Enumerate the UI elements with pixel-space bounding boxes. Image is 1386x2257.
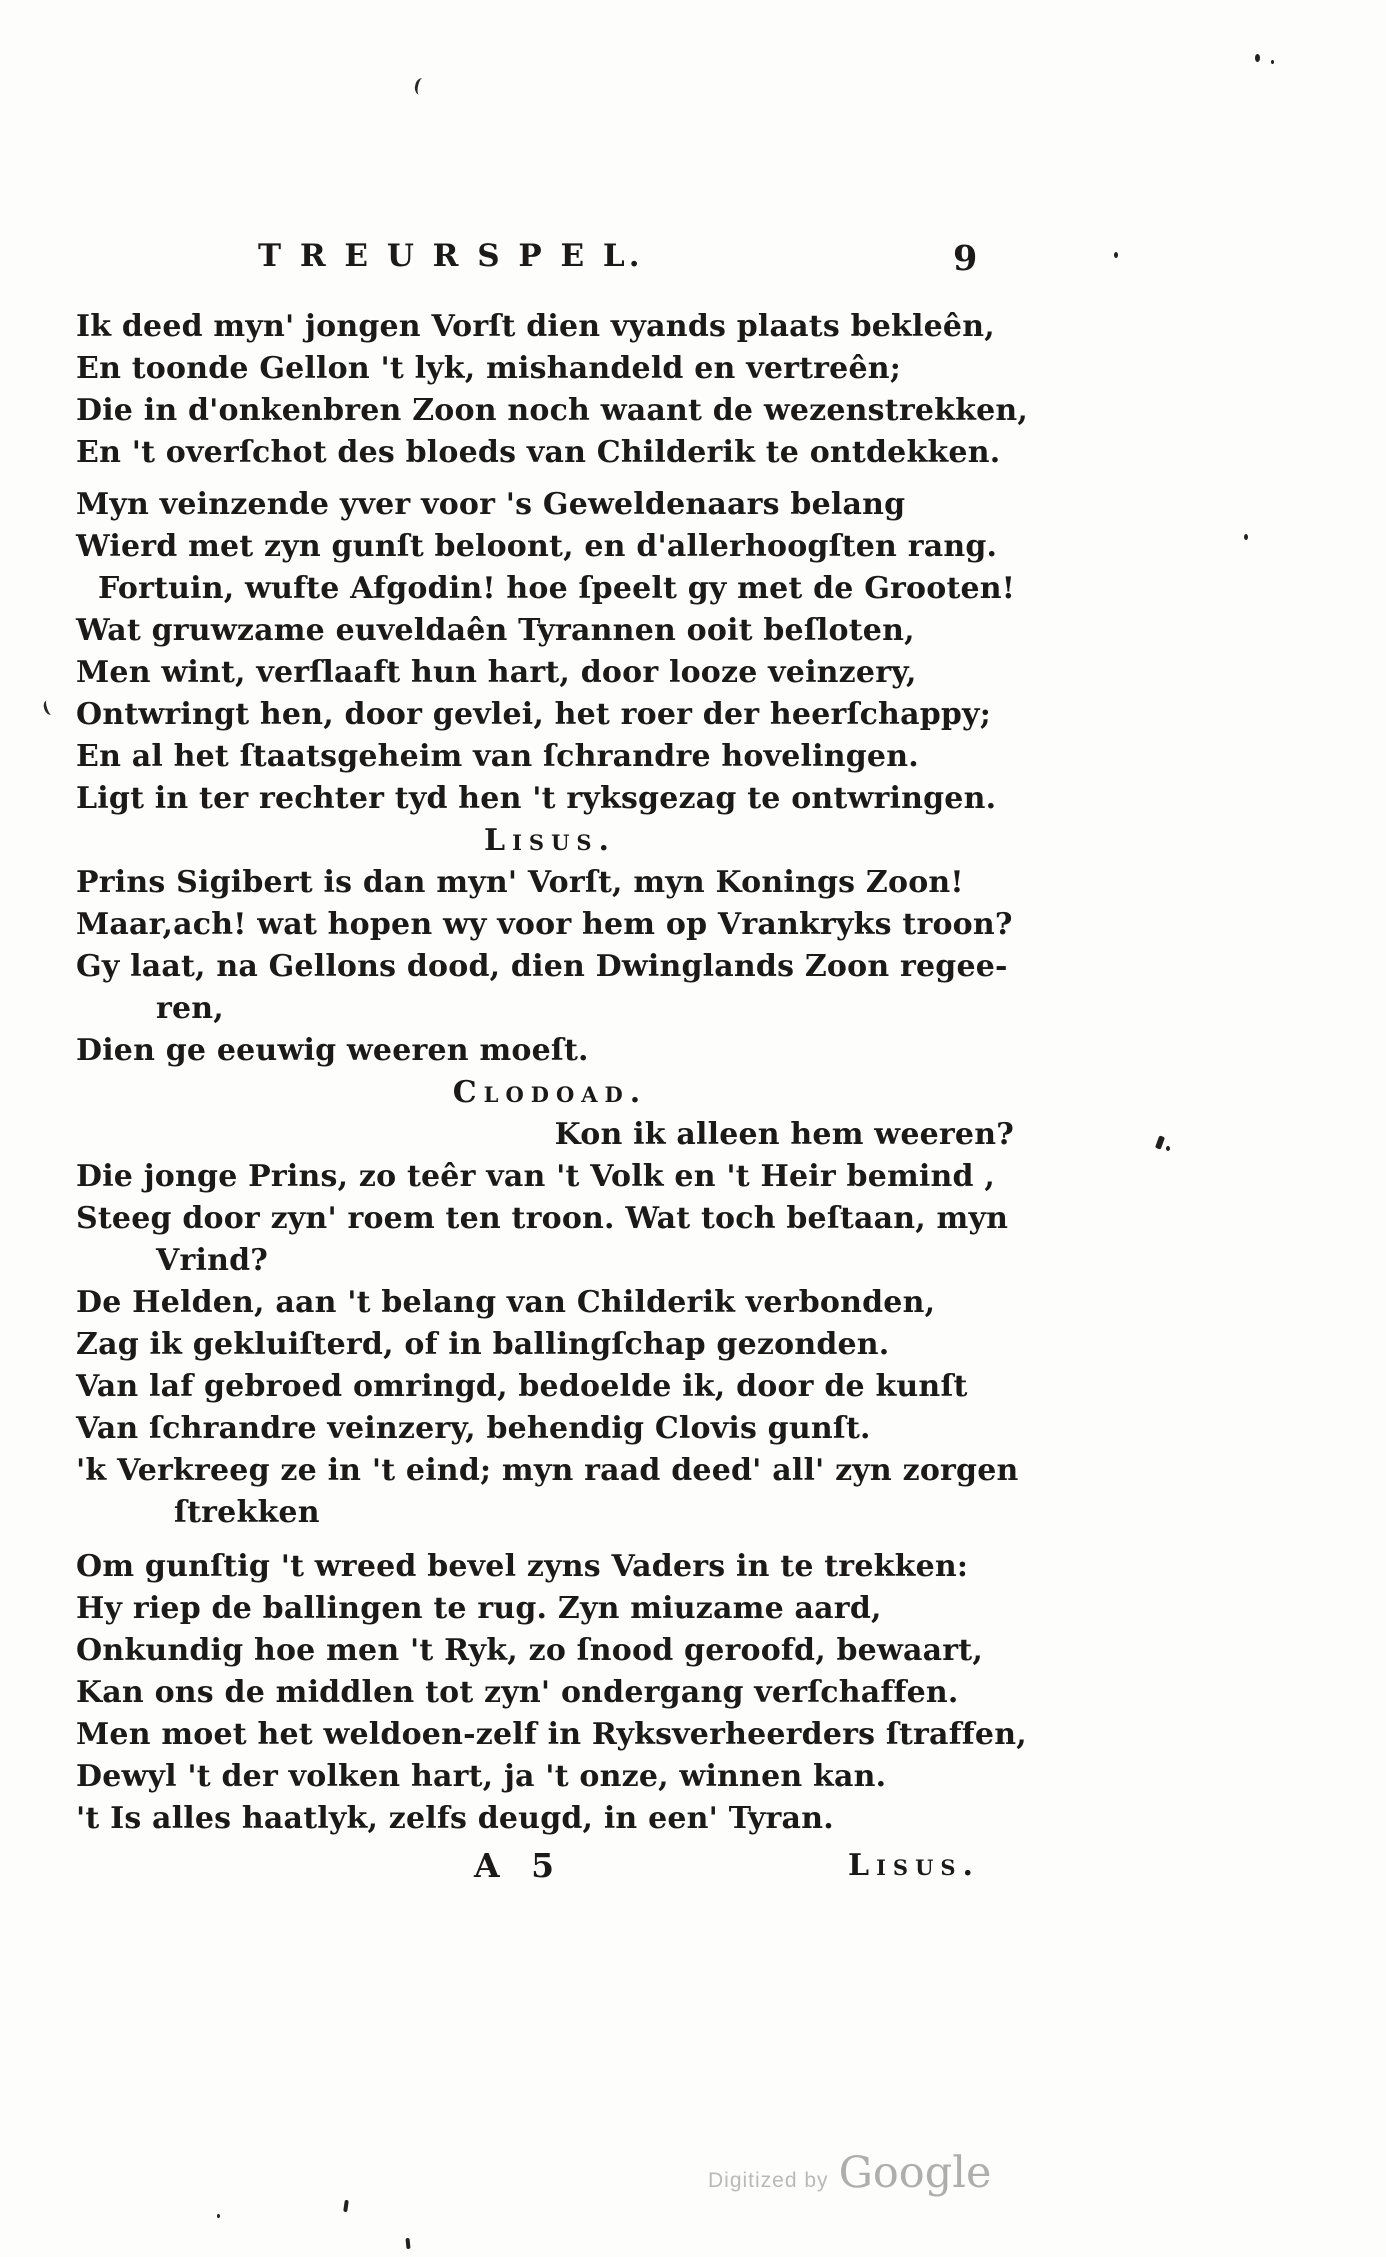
ink-speck (405, 2238, 410, 2249)
verse-line: Om gunſtig 't wreed bevel zyns Vaders in te trekken: (76, 1549, 969, 1584)
verse-line: Wat gruwzame euveldaên Tyrannen ooit beſloten, (76, 613, 915, 648)
verse-line: 'k Verkreeg ze in 't eind; myn raad deed' all' zyn zorgen (76, 1453, 1019, 1488)
ink-speck (42, 699, 56, 716)
verse-line: Dien ge eeuwig weeren moeſt. (76, 1033, 589, 1068)
verse-line: 't Is alles haatlyk, zelfs deugd, in een' Tyran. (76, 1801, 834, 1836)
verse-line: Men moet het weldoen-zelf in Ryksverheerders ſtraffen, (76, 1717, 1027, 1752)
ink-speck (1166, 1146, 1170, 1151)
verse-line: Ik deed myn' jongen Vorſt dien vyands plaats bekleên, (76, 309, 995, 344)
verse-line: Zag ik gekluiſterd, of in ballingſchap gezonden. (76, 1327, 890, 1362)
verse-line: En 't overſchot des bloeds van Childerik te ontdekken. (76, 435, 1001, 470)
watermark-prefix-text: Digitized by (708, 2169, 829, 2192)
digitization-watermark (708, 2148, 991, 2198)
verse-line: Van ſchrandre veinzery, behendig Clovis gunſt. (76, 1411, 871, 1446)
verse-block (76, 306, 1029, 1840)
ink-speck (1244, 534, 1248, 540)
ink-speck (343, 2200, 349, 2212)
verse-line: ſtrekken (174, 1495, 320, 1530)
running-title: T R E U R S P E L. (258, 238, 644, 274)
verse-line: Men wint, verſlaaft hun hart, door looze veinzery, (76, 655, 917, 690)
verse-line: Gy laat, na Gellons dood, dien Dwinglands Zoon regee- (76, 949, 1008, 984)
speaker-heading-lisus: Lisus. (483, 823, 616, 858)
verse-line: Prins Sigibert is dan myn' Vorſt, myn Konings Zoon! (76, 865, 964, 900)
ink-speck (413, 77, 428, 96)
google-logo: Google (838, 2148, 992, 2198)
verse-line: En al het ſtaatsgeheim van ſchrandre hovelingen. (76, 739, 919, 774)
signature-mark: A 5 (474, 1846, 565, 1885)
catchword: Lisus. (848, 1848, 981, 1883)
verse-line: Vrind? (156, 1243, 269, 1278)
verse-line: En toonde Gellon 't lyk, mishandeld en vertreên; (76, 351, 902, 386)
verse-line: ren, (156, 991, 224, 1026)
ink-speck (217, 2214, 220, 2218)
verse-line: Wierd met zyn gunſt beloont, en d'allerhoogſten rang. (76, 529, 998, 564)
verse-line: Kan ons de middlen tot zyn' ondergang verſchaffen. (76, 1675, 959, 1710)
ink-speck (1155, 1135, 1165, 1149)
verse-line: De Helden, aan 't belang van Childerik verbonden, (76, 1285, 936, 1320)
verse-line: Steeg door zyn' roem ten troon. Wat toch beſtaan, myn (76, 1201, 1009, 1236)
verse-line: Ligt in ter rechter tyd hen 't ryksgezag te ontwringen. (76, 781, 997, 816)
verse-line: Hy riep de ballingen te rug. Zyn miuzame aard, (76, 1591, 882, 1626)
verse-line: Maar,ach! wat hopen wy voor hem op Vrankryks troon? (76, 907, 1013, 942)
verse-line: Onkundig hoe men 't Ryk, zo ſnood geroofd, bewaart, (76, 1633, 983, 1668)
verse-line: Myn veinzende yver voor 's Geweldenaars belang (76, 487, 906, 522)
verse-line: Dewyl 't der volken hart, ja 't onze, winnen kan. (76, 1759, 887, 1794)
verse-line: Van laf gebroed omringd, bedoelde ik, door de kunſt (76, 1369, 968, 1404)
verse-line: Die jonge Prins, zo teêr van 't Volk en 't Heir bemind , (76, 1159, 996, 1194)
verse-line: Die in d'onkenbren Zoon noch waant de wezenstrekken, (76, 393, 1029, 428)
speaker-heading-clodoad: Clodoad. (452, 1075, 648, 1110)
verse-line: Kon ik alleen hem weeren? (554, 1117, 1014, 1152)
ink-speck (1271, 60, 1274, 64)
ink-speck (1255, 54, 1260, 62)
verse-line: Fortuin, wufte Afgodin! hoe ſpeelt gy met de Grooten! (98, 571, 1016, 606)
verse-line: Ontwringt hen, door gevlei, het roer der heerſchappy; (76, 697, 991, 732)
page-number: 9 (953, 238, 978, 279)
ink-speck (1114, 252, 1118, 258)
